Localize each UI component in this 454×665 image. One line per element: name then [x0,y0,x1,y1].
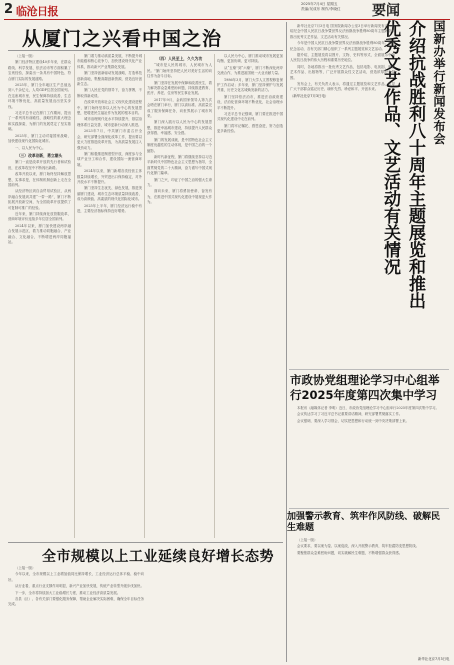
paragraph: 厦门着力推动高质量发展，不断提升城市能级和核心竞争力，加快建设现代化产业体系，推动新兴产业集群化发展。 [77,54,142,69]
story-five-paragraphs [8,566,144,608]
paragraph: 厦门的发展成就，是中国特色社会主义制度优越性的生动体现，是中国之治的一个缩影。 [147,137,212,153]
main-headline: 从厦门之兴看中国之治 [22,28,223,50]
main-story-col-2 [77,54,142,538]
paragraph: 各县（区）、各有关部门要强化服务保障，帮助企业解决实际困难，确保全年目标任务完成。 [8,597,144,607]
paragraph: （上接一版） [297,538,318,542]
paragraph: 会议传达学习了习近平总书记重要讲话精神，研究部署贯彻落实工作。 [297,412,403,417]
main-story-col-3 [147,54,212,538]
story-two-title: 介绍抗战胜利八十周年主题展览和推出优秀文艺作品、文艺活动有关情况 [380,20,425,309]
story-rule [289,369,449,370]
col1b-paragraphs [8,160,71,245]
paragraph: 同时，各地将推出一批优秀文艺作品，包括电影、电视剧、舞台艺术作品、出版物等，广泛开展群众性文艺活动，营造浓厚纪念氛围。 [290,64,395,80]
paragraph: 下一步，全市将持续加大工业稳增长力度，推动工业经济高质量发展。 [15,590,121,595]
paragraph: 以人民为中心，厦门推动城市发展更加均衡、更加协调、更可持续。 [217,54,283,64]
paragraph: 从经济特区到自由贸易试验区，从两岸融合发展到共建“一带一路”，厦门不断拓展开放新空间，为全国改革开放提供了可复制可推广的经验。 [8,189,71,210]
paragraph: 厦门深入践行以人民为中心的发展思想，推进幸福城市建设，持续提升人民群众获得感、幸福感、安全感。 [147,120,212,136]
paragraph: 1986年3月，厦门大学人文景观修复保护工作启动；多年来，厦门坚持保护与发展并重，历史文化名城焕发新的活力。 [217,77,283,93]
paragraph: 近年来，厦门持续深化放管服改革，营商环境评价连续多年位居全国前列。 [8,211,71,222]
paragraph: 厦门将牢记嘱托、感恩奋进，努力创造更多新经验。 [217,123,283,134]
headline-rule [8,50,283,51]
paragraph: 厦门经济特区建设40多年来，在群众路线、科学发展、依法治市等方面积累了宝贵经验，探索出一条具有中国特色、符合厦门实际的发展道路。 [8,60,71,81]
paragraph: 厦门积极推进制度型开放，深度参与全球产业分工和合作，建设国际一流营商环境。 [77,151,142,167]
subhead-reform: （三）改革创新，勇立潮头 [16,152,63,158]
paragraph: 要聚焦群众急难愁盼问题，切实破解民生难题，不断增强群众获得感。 [297,550,403,555]
main-story-col-1 [8,54,71,538]
dateline: 2025年7月4日 星期五 责编/吴成东 制作/李晓红 [301,2,341,11]
paragraph: 2025年，厦门全年地区生产总值达到八千余亿元，人均GDP位居全国前列。在这座城市里，民生保障持续改善，生态环境不断优化，高质量发展迈出坚实步伐。 [8,83,71,109]
paragraph: 厦门人民在党的领导下，奋力拼搏，不断取得新成绩。 [77,88,142,98]
paragraph: 厦门坚持生态优先、绿色发展，推进美丽厦门建设，城市生态环境质量持续改善，成为高颜值、高素质的现代化国际化城市。 [77,186,142,202]
paragraph: 2025年上半年，厦门经济运行稳中有进，主要经济指标保持良好增势。 [77,203,142,213]
story-two-paragraphs [290,24,395,93]
paragraph: 城市治理现代化水平持续提升，基层治理体系日益完善，城市更新行动深入推进。 [77,117,142,127]
paragraph: 厦门一直是改革开放的先行者和试验田，在改革攻坚中不断闯出新路。 [8,160,71,170]
col4-paragraphs [217,54,283,135]
paragraph: 2024年以来，厦门新增各类经营主体数量持续增长，外贸进出口保持稳定，对外开放水平不断提升。 [77,169,142,184]
story-two-body-lower [290,210,448,365]
paragraph: 今年是中国人民抗日战争暨世界反法西斯战争胜利80周年。围绕纪念活动，各有关部门精心组织了一系列主题展览和文艺活动。 [290,41,395,51]
paragraph: 从“五缘”到“六缘”，厦门不断深化两岸交流合作，为推进祖国统一大业贡献力量。 [217,65,283,76]
paragraph: 2024年以来，厦门加快建设两岸融合发展示范区，着力推动同胞融合、产业融合、文化融合，不断增进两岸同胞福祉。 [8,223,71,244]
paragraph: 2025年，厦门主动对接国家战略，加快建设现代化国际化城市。 [8,133,71,144]
col2-paragraphs [77,54,142,214]
story-three-headline: 市政协党组理论学习中心组举行2025年度第四次集中学习 [290,373,440,402]
section-divider [286,22,287,662]
col3-paragraphs [147,63,212,205]
story-three-body [290,406,448,506]
masthead [0,0,454,20]
col-divider [74,54,75,538]
paragraph: 2017年9月，金砖国家领导人第九次会晤在厦门举行，厦门以高标准、高质量完成了服务保障任务，向世界展示了城市风采。 [147,97,212,119]
story-rule [8,542,283,543]
page-number: 2 [4,2,14,17]
col1-paragraphs [8,54,71,151]
paragraph: 厦门之兴，印证了中国之治的强大生命力。 [147,177,212,187]
col-divider [214,54,215,538]
story-three-paragraphs [290,406,448,424]
main-story-col-4 [217,54,283,538]
paragraph: 一、以人民为中心。 [15,145,46,150]
paragraph: （上接一版） [15,566,36,570]
story-five-headline: 全市规模以上工业延续良好增长态势 [42,549,274,565]
paragraph: 新时代新征程，厦门将继续坚持以习近平新时代中国特色社会主义思想为指导，全面贯彻党的二十大精神，奋力谱写中国式现代化厦门篇章。 [147,154,212,176]
story-four-headline: 加强警示教育、筑牢作风防线、破解民生难题 [287,512,441,533]
paragraph: 习近平总书记在厦门工作期间，提出了一系列具有前瞻性、战略性的重大理念和实践探索，为厦门的发展奠定了坚实基础。 [8,111,71,132]
paragraph: 在改革开放和社会主义现代化建设进程中，厦门始终坚持以人民为中心的发展思想，把增进民生福祉作为发展的根本目的。 [77,100,142,116]
paragraph: “城市是人民的城市，人民城市为人民。”厦门始终坚持把人民对美好生活的向往作为奋斗目标。 [147,63,212,79]
story-five-col-1 [8,566,144,662]
paragraph: 改革开放以来，厦门始终坚持解放思想、实事求是，在体制机制创新上走在全国前列。 [8,172,71,187]
paragraph: 会议要求，要以案为鉴、以案促改，深入开展警示教育，筑牢拒腐防变思想防线。 [297,544,420,549]
paper-name: 临沧日报 [16,5,58,18]
story-two-source: （新华社北京7月3日电） [290,93,329,98]
paragraph: 面向未来，厦门将勇担使命、奋发有为，在推进中国式现代化建设中展现更大作为。 [147,189,212,205]
section-tag: 要闻 [372,3,400,19]
paragraph: 厦门坚持创新驱动发展战略，打造科技创新高地，集聚高端创新资源，营造良好创新生态。 [77,71,142,87]
paragraph: 2023年7月，中共厦门市委召开全会，研究部署全面深化改革工作，提出要以更大力度推进改革开放，为高质量发展注入强劲动力。 [77,129,142,150]
paragraph: 厦门坚持在发展中保障和改善民生，着力解决群众急难愁盼问题，持续推进教育、医疗、养老、住房等民生事业发展。 [147,80,212,96]
paragraph: 据介绍，主题展览将以图片、文物、史料等形式，全面展示中国人民抗日战争的伟大历程和重要历史地位。 [290,53,395,63]
subhead-people: （四）人民至上，久久为功 [156,56,203,61]
story-four-paragraphs [290,538,448,556]
story-five-col-2 [148,566,284,662]
paragraph: 习近平总书记强调，厦门要在推进中国式现代化建设中走在前列。 [217,112,283,122]
story-rule [289,508,449,509]
paragraph: 厦门坚持依法治市，推进法治政府建设，法治化营商环境不断优化，社会治理水平不断提升。 [217,94,283,110]
story-four-body [290,538,448,656]
story-two-kicker: 国新办举行新闻发布会 [432,20,446,145]
col-divider [144,54,145,538]
paragraph: 本报讯（融媒体记者 李明）近日，市政协党组理论学习中心组举行2025年度第四次集中学习。 [297,406,439,410]
story-four-source: 新华社北京7月3日电 [418,657,450,661]
paragraph: 今年以来，全市规模以上工业增加值同比保持增长，工业经济运行总体平稳、稳中向好。 [8,572,144,582]
paragraph: 从行业看，重点行业支撑作用明显，新兴产业加快发展，传统产业转型升级步伐加快。 [15,584,144,589]
paragraph: 发布会上，有关负责人表示，将通过主题展览和文艺作品，引导广大干部群众铭记历史、缅怀先烈、珍爱和平、开创未来。 [290,82,395,92]
paragraph: （上接一版） [15,54,36,58]
paragraph: 新华社北京7月3日电 国务院新闻办公室3日举行新闻发布会，介绍纪念中国人民抗日战争暨世界反法西斯战争胜利80周年主题展览和推出优秀文艺作品、文艺活动有关情况。 [290,24,395,39]
paragraph: 会议强调，要深入学习领会，切实把思想和行动统一到中央决策部署上来。 [297,418,409,423]
